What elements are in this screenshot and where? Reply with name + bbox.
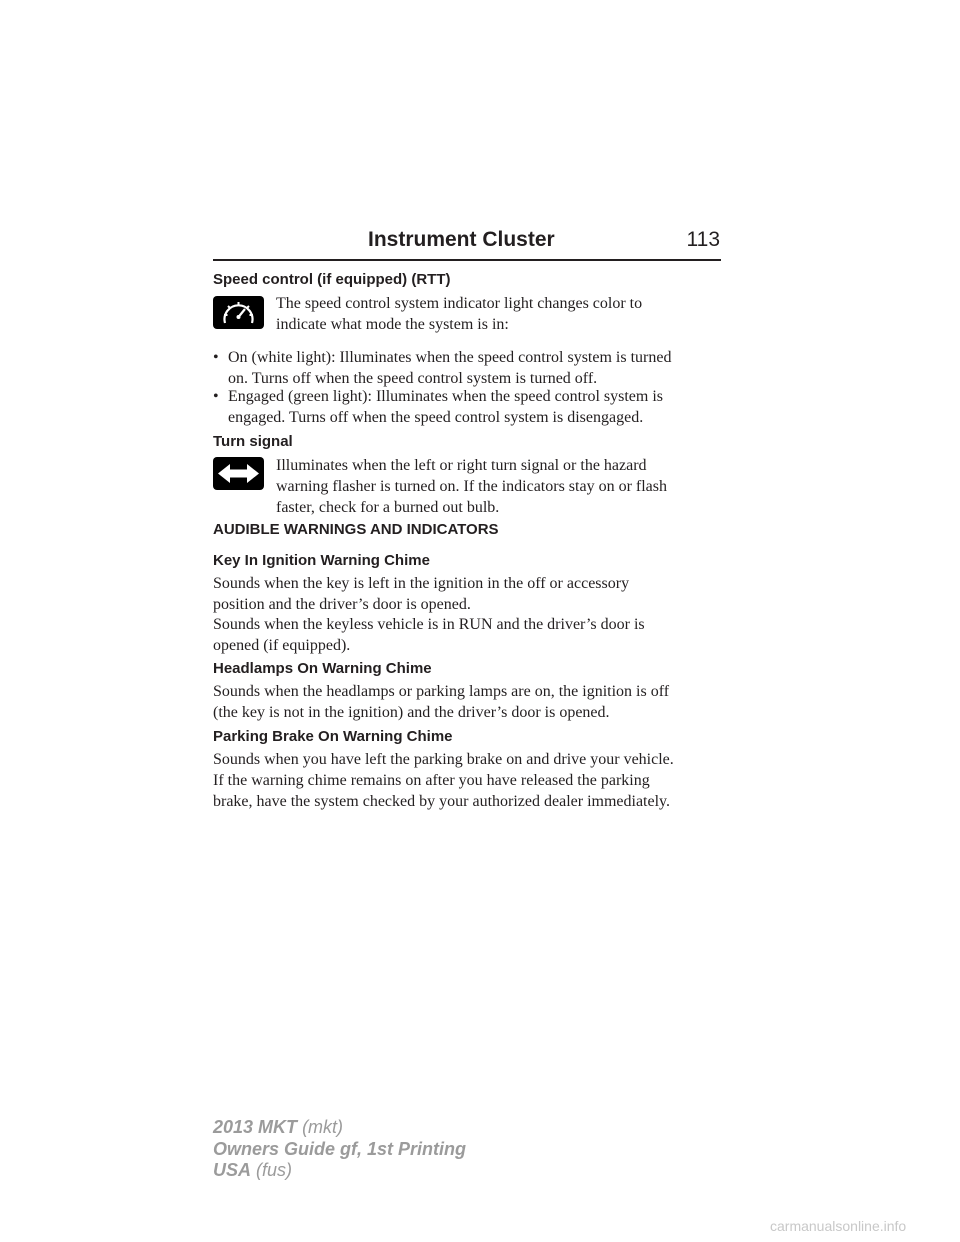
- paragraph-line: Sounds when you have left the parking brake on and drive your vehicle.: [213, 751, 674, 768]
- paragraph-line: position and the driver’s door is opened.: [213, 596, 471, 613]
- footer-region-code: (fus): [256, 1160, 293, 1180]
- bullet-text: Engaged (green light): Illuminates when the speed control system is: [228, 388, 663, 405]
- turn-signal-desc-line: faster, check for a burned out bulb.: [276, 499, 500, 516]
- bullet-text: engaged. Turns off when the speed control system is disengaged.: [228, 409, 644, 426]
- paragraph-line: Sounds when the key is left in the ignition in the off or accessory: [213, 575, 630, 592]
- bullet-marker: •: [213, 388, 219, 405]
- bullet-text: On (white light): Illuminates when the speed control system is turned: [228, 349, 672, 366]
- section-heading: AUDIBLE WARNINGS AND INDICATORS: [213, 521, 499, 538]
- turn-signal-arrows-icon: [213, 457, 264, 490]
- turn-signal-heading: Turn signal: [213, 433, 293, 450]
- footer-model: [213, 1117, 343, 1137]
- paragraph-line: opened (if equipped).: [213, 637, 351, 654]
- paragraph-line: Sounds when the headlamps or parking lamps are on, the ignition is off: [213, 683, 670, 700]
- key-chime-heading: Key In Ignition Warning Chime: [213, 552, 430, 569]
- footer-model-code: (mkt): [302, 1117, 344, 1137]
- paragraph-line: brake, have the system checked by your authorized dealer immediately.: [213, 793, 670, 810]
- parking-chime-heading: Parking Brake On Warning Chime: [213, 728, 453, 745]
- turn-signal-desc-line: Illuminates when the left or right turn signal or the hazard: [276, 457, 647, 474]
- speed-control-desc-line: indicate what mode the system is in:: [276, 316, 509, 333]
- paragraph-line: If the warning chime remains on after you have released the parking: [213, 772, 650, 789]
- watermark: carmanualsonline.info: [770, 1218, 907, 1234]
- footer-model-year: 2013 MKT: [213, 1117, 298, 1137]
- headlamps-chime-heading: Headlamps On Warning Chime: [213, 660, 432, 677]
- footer-guide: Owners Guide gf, 1st Printing: [213, 1139, 467, 1159]
- bullet-marker: •: [213, 349, 219, 366]
- turn-signal-desc-line: warning flasher is turned on. If the indicators stay on or flash: [276, 478, 668, 495]
- speedometer-icon: [213, 296, 264, 329]
- footer-region-name: USA: [213, 1160, 252, 1180]
- bullet-text: on. Turns off when the speed control system is turned off.: [228, 370, 598, 387]
- header-rule: [213, 259, 721, 261]
- page-title: Instrument Cluster: [368, 228, 555, 251]
- speed-control-heading: Speed control (if equipped) (RTT): [213, 271, 451, 288]
- speed-control-desc-line: The speed control system indicator light changes color to: [276, 295, 643, 312]
- paragraph-line: Sounds when the keyless vehicle is in RUN and the driver’s door is: [213, 616, 645, 633]
- paragraph-line: (the key is not in the ignition) and the driver’s door is opened.: [213, 704, 610, 721]
- page-number: 113: [686, 228, 720, 251]
- footer-region: [213, 1160, 292, 1180]
